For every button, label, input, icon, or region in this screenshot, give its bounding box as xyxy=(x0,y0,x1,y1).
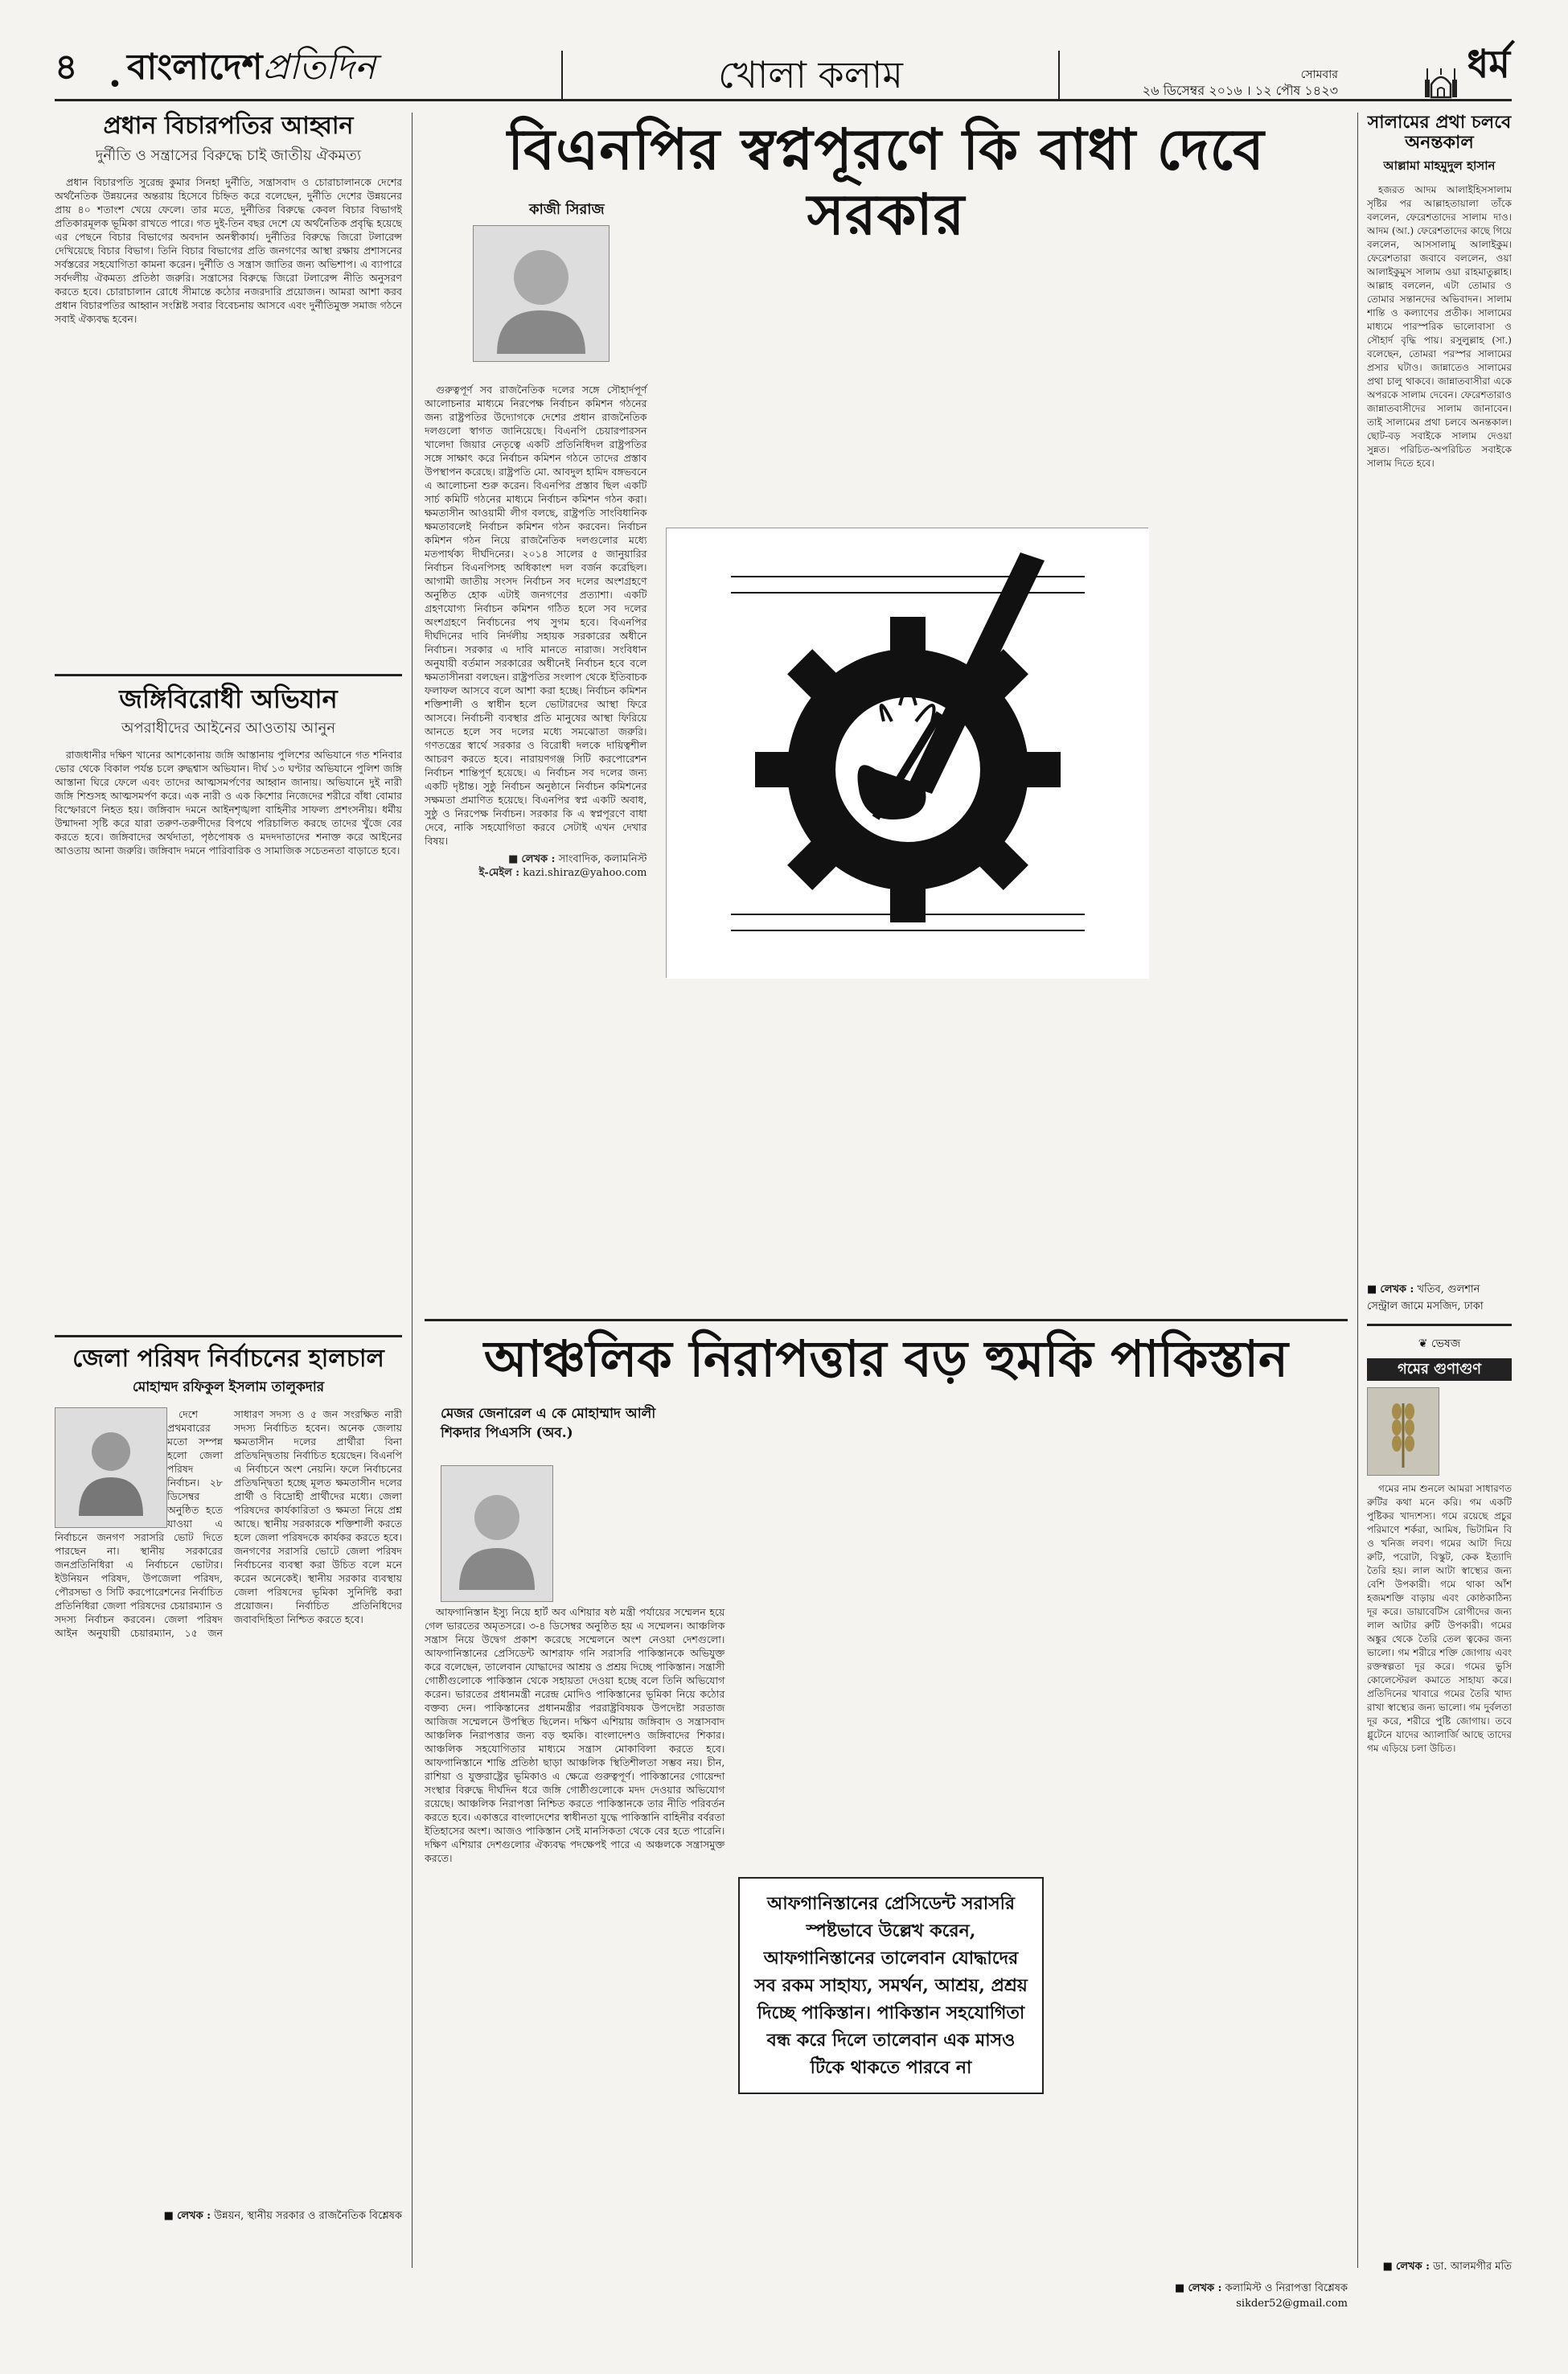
author-description: উন্নয়ন, স্থানীয় সরকার ও রাজনৈতিক বিশ্লেষক xyxy=(214,2209,402,2222)
religion-section-header xyxy=(1349,35,1510,99)
lead-byline: কাজী সিরাজ xyxy=(529,201,605,218)
author-description: খতিব, গুলশান সেন্ট্রাল জামে মসজিদ, ঢাকা xyxy=(1367,1283,1484,1312)
issue-date xyxy=(1060,67,1349,99)
religion-salam-article xyxy=(1367,113,1512,1316)
mosque-icon xyxy=(1422,64,1460,99)
body-paragraph: হজরত আদম আলাইহিসসালাম সৃষ্টির পর আল্লাহতায়ালা তাঁকে বললেন, ফেরেশতাদের সালাম দাও। আদম (আ.) ফেরেশতাদের কাছে গিয়ে বললেন, আসসালামু আলাইকুম। ফেরেশতারা জবাবে বললেন, ওয়া আলাইকুমুস সালাম ওয়া রাহমাতুল্লাহ। আল্লাহ বললেন, এটা তোমার ও তোমার সন্তানদের অভিবাদন। সালাম শান্তি ও কল্যাণের প্রতীক। সালামের মাধ্যমে পারস্পরিক ভালোবাসা ও সৌহার্দ বৃদ্ধি পায়। রসুলুল্লাহ (সা.) বলেছেন, তোমরা পরস্পর সালামের প্রসার ঘটাও। জান্নাতেও সালামের প্রথা চালু থাকবে। জান্নাতবাসীরা একে অপরকে সালাম দেবেন। ফেরেশতারাও জান্নাতবাসীদের সালাম জানাবেন। তাই সালামের প্রথা চলবে অনন্তকাল। ছোট-বড় সবাইকে সালাম দেওয়া সুন্নত। পরিচিত-অপরিচিত সবাইকে সালাম দিতে হবে। xyxy=(1367,183,1512,469)
divider xyxy=(425,1319,1348,1321)
author-description: ডা. আলমগীর মতি xyxy=(1433,2261,1512,2273)
divider xyxy=(55,674,402,676)
ballot-illustration xyxy=(666,528,1148,978)
section-title: খোলা কলাম xyxy=(561,51,1060,99)
page-number: ৪ xyxy=(55,47,78,88)
column-zila-parishad xyxy=(55,1345,402,2225)
kicker xyxy=(1367,1334,1512,1353)
religion-section-title: ধর্ম xyxy=(1467,42,1510,87)
left-column xyxy=(55,113,402,2225)
subhead: অপরাধীদের আইনের আওতায় আনুন xyxy=(121,720,336,737)
person-icon xyxy=(71,1419,151,1516)
bullet-separator: • xyxy=(108,71,122,99)
date: ২৬ ডিসেম্বর ২০১৬ । ১২ পৌষ ১৪২৩ xyxy=(1142,83,1338,98)
author-email: sikder52@gmail.com xyxy=(1236,2298,1348,2310)
leaf-icon: ❦ xyxy=(1418,1337,1428,1350)
article-body xyxy=(425,1404,1348,2273)
headline: জেলা পরিষদ নির্বাচনের হালচাল xyxy=(72,1345,384,1374)
article-body xyxy=(1367,1482,1512,2254)
body-paragraph: দেশে প্রথমবারের মতো সম্পন্ন হলো জেলা পরিষদ নির্বাচন। ২৮ ডিসেম্বর অনুষ্ঠিত হতে যাওয়া এ নির্বাচনে জনগণ সরাসরি ভোট দিতে পারছেন না। স্থানীয় সরকারের জনপ্রতিনিধিরা এ নির্বাচনে ভোটার। ইউনিয়ন পরিষদ, উপজেলা পরিষদ, পৌরসভা ও সিটি করপোরেশনের নির্বাচিত প্রতিনিধিরা জেলা পরিষদের চেয়ারম্যান ও সদস্য নির্বাচন করবেন। জেলা পরিষদ আইন অনুযায়ী চেয়ারম্যান, ১৫ জন সাধারণ সদস্য ও ৫ জন সংরক্ষিত নারী সদস্য নির্বাচিত হবেন। অনেক জেলায় ক্ষমতাসীন দলের প্রার্থীরা বিনা প্রতিদ্বন্দ্বিতায় নির্বাচিত হয়েছেন। বিএনপি এ নির্বাচনে অংশ নেয়নি। ফলে নির্বাচনের প্রতিদ্বন্দ্বিতা হচ্ছে মূলত ক্ষমতাসীন দলের প্রার্থী ও বিদ্রোহী প্রার্থীদের মধ্যে। জেলা পরিষদের কার্যকারিতা ও ক্ষমতা নিয়ে প্রশ্ন আছে। স্থানীয় সরকারকে শক্তিশালী করতে হলে জেলা পরিষদকে কার্যকর করতে হবে। জনগণের সরাসরি ভোটে জেলা পরিষদ নির্বাচনের ব্যবস্থা করা উচিত বলে মনে করেন অনেকেই। স্থানীয় সরকার ব্যবস্থায় জেলা পরিষদের ভূমিকা সুনির্দিষ্ট করা প্রয়োজন। নির্বাচিত প্রতিনিধিদের জবাবদিহিতা নিশ্চিত করতে হবে। xyxy=(55,1407,402,1639)
divider xyxy=(1367,1324,1512,1326)
author-label: লেখক : xyxy=(1396,2261,1430,2273)
author-note: ■ লেখক : উন্নয়ন, স্থানীয় সরকার ও রাজনৈতিক বিশ্লেষক xyxy=(163,2209,402,2222)
divider xyxy=(55,1335,402,1337)
author-note: ■ লেখক : ডা. আলমগীর মতি xyxy=(1382,2261,1512,2273)
kicker-label: ভেষজ xyxy=(1430,1337,1461,1350)
body-paragraph: গুরুত্বপূর্ণ সব রাজনৈতিক দলের সঙ্গে সৌহার্দপূর্ণ আলোচনার মাধ্যমে নিরপেক্ষ নির্বাচন কমিশন গঠনের জন্য রাষ্ট্রপতির উদ্যোগকে দেশের প্রধান রাজনৈতিক দলগুলো স্বাগত জানিয়েছে। বিএনপি চেয়ারপারসন খালেদা জিয়ার নেতৃত্বে একটি প্রতিনিধিদল রাষ্ট্রপতির সঙ্গে সাক্ষাৎ করে নির্বাচন কমিশন গঠনে তাদের প্রস্তাব উপস্থাপন করেছে। রাষ্ট্রপতি মো. আবদুল হামিদ বঙ্গভবনে এ আলোচনা শুরু করেন। বিএনপির প্রস্তাব ছিল একটি সার্চ কমিটি গঠনের মাধ্যমে নির্বাচন কমিশন গঠন করা। ক্ষমতাসীন আওয়ামী লীগ বলছে, রাষ্ট্রপতি সাংবিধানিক ক্ষমতাবলেই নির্বাচন কমিশন গঠন করবেন। নির্বাচন কমিশন গঠন নিয়ে রাজনৈতিক দলগুলোর মধ্যে মতপার্থক্য দীর্ঘদিনের। ২০১৪ সালের ৫ জানুয়ারির নির্বাচন বিএনপিসহ অধিকাংশ দল বর্জন করেছিল। আগামী জাতীয় সংসদ নির্বাচন সব দলের অংশগ্রহণে অনুষ্ঠিত হোক এটাই জনগণের প্রত্যাশা। একটি গ্রহণযোগ্য নির্বাচন কমিশন গঠিত হলে সব দলের অংশগ্রহণে নির্বাচনের পথ সুগম হবে। বিএনপির দীর্ঘদিনের দাবি নির্দলীয় সহায়ক সরকারের অধীনে নির্বাচন। সরকার এ দাবি মানতে নারাজ। সংবিধান অনুযায়ী বর্তমান সরকারের অধীনেই নির্বাচন হবে বলে ক্ষমতাসীনরা বলছেন। রাষ্ট্রপতির সংলাপ থেকে ইতিবাচক ফলাফল আসবে বলে আশা করা হচ্ছে। নির্বাচন কমিশন শক্তিশালী ও স্বাধীন হলে ভোটারদের আস্থা ফিরে আসবে। নির্বাচনী ব্যবস্থার প্রতি মানুষের আস্থা ফিরিয়ে আনতে হলে সব দলের মধ্যে সমঝোতা জরুরি। গণতন্ত্রের স্বার্থে সরকার ও বিরোধী দলকে দায়িত্বশীল আচরণ করতে হবে। নারায়ণগঞ্জ সিটি করপোরেশন নির্বাচন শান্তিপূর্ণ হয়েছে। এ নির্বাচন সব দলের জন্য একটি দৃষ্টান্ত। সুষ্ঠু নির্বাচন অনুষ্ঠানে নির্বাচন কমিশনের সক্ষমতা প্রমাণিত হয়েছে। বিএনপির স্বপ্ন একটি অবাধ, সুষ্ঠু ও নিরপেক্ষ নির্বাচন। সরকার কি এ স্বপ্নপূরণে বাধা দেবে, নাকি সহযোগিতা করবে সেটাই এখন দেখার বিষয়। xyxy=(425,384,647,847)
article-body xyxy=(1367,183,1512,1277)
headline: প্রধান বিচারপতির আহ্বান xyxy=(103,112,354,140)
editorial-chief-justice xyxy=(55,113,402,666)
right-column xyxy=(1367,113,1512,2276)
headline: জঙ্গিবিরোধী অভিযান xyxy=(119,683,338,714)
author-label: লেখক : xyxy=(1188,2282,1222,2294)
wheat-photo xyxy=(1367,1387,1439,1476)
weekday: সোমবার xyxy=(1300,68,1338,81)
body-paragraph: প্রধান বিচারপতি সুরেন্দ্র কুমার সিনহা দুর্নীতি, সন্ত্রাসবাদ ও চোরাচালানকে দেশের অর্থনৈতিক উন্নয়নের অন্তরায় হিসেবে চিহ্নিত করে বলেছেন, দুর্নীতি দেশের উন্নয়নের প্রায় ৪০ শতাংশ খেয়ে ফেলে। তার মতে, দুর্নীতির বিরুদ্ধে কেবল বিচার বিভাগই প্রতিকারমূলক ভূমিকা রাখতে পারে। গত দুই-তিন বছর দেশে যে অর্থনৈতিক প্রবৃদ্ধি হয়েছে এর পেছনে বিচার বিভাগের অবদান অনস্বীকার্য। দুর্নীতির বিরুদ্ধে জিরো টলারেন্স দেখিয়েছে বিচার বিভাগ। তিনি বিচার বিভাগের প্রতি জনগণের আস্থা রক্ষায় প্রশাসনের সর্বস্তরের সহযোগিতা কামনা করেন। দুর্নীতি ও সন্ত্রাস জাতির জন্য অভিশাপ। এ ব্যাপারে সর্বদলীয় ঐকমত্য প্রতিষ্ঠা জরুরি। সন্ত্রাসের বিরুদ্ধে জিরো টলারেন্স নীতি অনুসরণ করতে হবে। চোরাচালান রোধে সীমান্তে কঠোর নজরদারি প্রয়োজন। আমরা আশা করব প্রধান বিচারপতির আহ্বান সংশ্লিষ্ট সবার বিবেচনায় আসবে এবং দুর্নীতিমুক্ত সমাজ গঠনে সবাই ঐক্যবদ্ধ হবেন। xyxy=(55,175,402,325)
column-rule-right xyxy=(1357,113,1358,2268)
headline: গমের গুণাগুণ xyxy=(1367,1358,1512,1382)
byline: আল্লামা মাহমুদুল হাসান xyxy=(1383,158,1496,173)
author-portrait xyxy=(55,1407,167,1528)
byline: মোহাম্মদ রফিকুল ইসলাম তালুকদার xyxy=(132,1378,325,1395)
cog-hand-illustration xyxy=(667,528,1149,979)
paper-name xyxy=(127,40,561,99)
author-description: সাংবাদিক, কলামনিস্ট xyxy=(558,853,647,865)
author-note: ■ লেখক : খতিব, গুলশান সেন্ট্রাল জামে মসজিদ, ঢাকা xyxy=(1367,1283,1484,1312)
article-byline: মেজর জেনারেল এ কে মোহাম্মাদ আলী শিকদার পিএসসি (অব.) xyxy=(441,1406,656,1441)
author-note: ■ লেখক : কলামিস্ট ও নিরাপত্তা বিশ্লেষক sikder52@gmail.com xyxy=(1175,2282,1348,2310)
pull-quote: আফগানিস্তানের প্রেসিডেন্ট সরাসরি স্পষ্টভাবে উল্লেখ করেন, আফগানিস্তানের তালেবান যোদ্ধাদের সব রকম সাহায্য, সমর্থন, আশ্রয়, প্রশ্রয় দিচ্ছে পাকিস্তান। পাকিস্তান সহযোগিতা বন্ধ করে দিলে তালেবান এক মাসও টিকে থাকতে পারবে না xyxy=(738,1877,1044,2094)
article-body xyxy=(55,748,402,1327)
paper-name-light: প্রতিদিন xyxy=(262,47,376,88)
herbal-wheat-article xyxy=(1367,1334,1512,2277)
author-label: লেখক : xyxy=(177,2209,211,2222)
headline: সালামের প্রথা চলবে অনন্তকাল xyxy=(1367,112,1512,154)
article-body xyxy=(55,175,402,666)
author-email: kazi.shiraz@yahoo.com xyxy=(523,867,647,879)
pakistan-article xyxy=(425,1329,1348,2310)
author-note: ■ লেখক : সাংবাদিক, কলামনিস্ট ই-মেইল : kazi.shiraz@yahoo.com xyxy=(478,853,647,879)
wheat-icon xyxy=(1379,1395,1427,1468)
column-rule-left xyxy=(412,113,413,2268)
body-paragraph: গমের নাম শুনলে আমরা সাধারণত রুটির কথা মনে করি। গম একটি পুষ্টিকর খাদ্যশস্য। গমে রয়েছে প্রচুর পরিমাণে শর্করা, আমিষ, ভিটামিন বি ও খনিজ লবণ। গমের আটা দিয়ে রুটি, পরোটা, বিস্কুট, কেক ইত্যাদি তৈরি হয়। লাল আটা স্বাস্থ্যের জন্য বেশি উপকারী। গমে থাকা আঁশ হজমশক্তি বাড়ায় এবং কোষ্ঠকাঠিন্য দূর করে। ডায়াবেটিস রোগীদের জন্য লাল আটার রুটি উপকারী। গমের অঙ্কুর থেকে তৈরি তেল ত্বকের জন্য ভালো। গম শরীরে শক্তি জোগায় এবং রক্তস্বল্পতা দূর করে। গমের ভুসি কোলেস্টেরল কমাতে সাহায্য করে। প্রতিদিনের খাবারে গমের তৈরি খাদ্য রাখা স্বাস্থ্যের জন্য ভালো। গম দুর্বলতা দূর করে, শরীরে পুষ্টি জোগায়। তবে গ্লুটেনে যাদের অ্যালার্জি আছে তাদের গম এড়িয়ে চলা উচিত। xyxy=(1367,1483,1512,1755)
subhead: দুর্নীতি ও সন্ত্রাসের বিরুদ্ধে চাই জাতীয় ঐকমত্য xyxy=(95,146,362,164)
author-label: লেখক : xyxy=(1380,1283,1414,1296)
body-paragraph: আফগানিস্তান ইস্যু নিয়ে হার্ট অব এশিয়ার ষষ্ঠ মন্ত্রী পর্যায়ের সম্মেলন হয়ে গেল ভারতের অমৃতসরে। ৩-৪ ডিসেম্বর অনুষ্ঠিত হয় এ সম্মেলন। আঞ্চলিক সন্ত্রাস নিয়ে উদ্বেগ প্রকাশ করেছে সম্মেলনে অংশ নেওয়া দেশগুলো। আফগানিস্তানের প্রেসিডেন্ট আশরাফ গনি সরাসরি পাকিস্তানকে অভিযুক্ত করে বলেছেন, তালেবান যোদ্ধাদের আশ্রয় ও প্রশ্রয় দিচ্ছে পাকিস্তান। সন্ত্রাসী গোষ্ঠীগুলোকে পাকিস্তান থেকে সহায়তা দেওয়া হচ্ছে বলে তিনি অভিযোগ করেন। ভারতের প্রধানমন্ত্রী নরেন্দ্র মোদিও পাকিস্তানের ভূমিকা নিয়ে কঠোর বক্তব্য দেন। পাকিস্তানের প্রধানমন্ত্রীর পররাষ্ট্রবিষয়ক উপদেষ্টা সরতাজ আজিজ সম্মেলনে উপস্থিত ছিলেন। দক্ষিণ এশিয়ায় জঙ্গিবাদ ও সন্ত্রাসবাদ আঞ্চলিক নিরাপত্তার জন্য বড় হুমকি। বাংলাদেশও জঙ্গিবাদের শিকার। আঞ্চলিক সহযোগিতার মাধ্যমে সন্ত্রাস মোকাবিলা করতে হবে। আফগানিস্তানে শান্তি প্রতিষ্ঠা ছাড়া আঞ্চলিক স্থিতিশীলতা সম্ভব নয়। চীন, রাশিয়া ও যুক্তরাষ্ট্রের ভূমিকাও এ ক্ষেত্রে গুরুত্বপূর্ণ। পাকিস্তানের গোয়েন্দা সংস্থার বিরুদ্ধে দীর্ঘদিন ধরে জঙ্গি গোষ্ঠীগুলোকে মদদ দেওয়ার অভিযোগ রয়েছে। আঞ্চলিক নিরাপত্তা নিশ্চিত করতে পাকিস্তানকে তার নীতি পরিবর্তন করতে হবে। একাত্তরে বাংলাদেশের স্বাধীনতা যুদ্ধে পাকিস্তানি বাহিনীর বর্বরতা ইতিহাসের অংশ। আজও পাকিস্তান সেই মানসিকতা থেকে বের হতে পারেনি। দক্ষিণ এশিয়ার দেশগুলোর ঐক্যবদ্ধ পদক্ষেপই পারে এ অঞ্চলকে সন্ত্রাসমুক্ত করতে। xyxy=(425,1606,725,1864)
paper-name-bold: বাংলাদেশ xyxy=(127,47,263,88)
email-label: ই-মেইল : xyxy=(478,867,520,879)
lead-article xyxy=(425,116,1348,879)
author-description: কলামিস্ট ও নিরাপত্তা বিশ্লেষক xyxy=(1225,2282,1348,2294)
editorial-anti-militancy xyxy=(55,684,402,1328)
lead-headline: বিএনপির স্বপ্নপূরণে কি বাধা দেবে সরকার xyxy=(507,116,1265,248)
masthead xyxy=(55,42,1512,101)
body-paragraph: রাজধানীর দক্ষিণ খানের আশকোনায় জঙ্গি আস্তানায় পুলিশের অভিযানে গত শনিবার ভোর থেকে বিকাল পর্যন্ত চলে রুদ্ধশ্বাস অভিযান। দীর্ঘ ১৩ ঘণ্টার অভিযানে পুলিশ জঙ্গি আস্তানা ঘিরে ফেলে এবং তাদের আত্মসমর্পণের আহ্বান জানায়। অভিযানে দুই নারী জঙ্গি শিশুসহ আত্মসমর্পণ করে। এক নারী ও এক কিশোর নিজেদের শরীরে বাঁধা বোমার বিস্ফোরণে নিহত হয়। জঙ্গিবাদ দমনে আইনশৃঙ্খলা বাহিনীর সাফল্য প্রশংসনীয়। ধর্মীয় উন্মাদনা সৃষ্টি করে যারা তরুণ-তরুণীদের বিপথে পরিচালিত করছে তাদের খুঁজে বের করতে হবে। জঙ্গিবাদের অর্থদাতা, পৃষ্ঠপোষক ও মদদদাতাদের শনাক্ত করে আইনের আওতায় আনা জরুরি। জঙ্গিবাদ দমনে পারিবারিক ও সামাজিক সচেতনতা বাড়াতে হবে। xyxy=(55,749,402,857)
author-label: লেখক : xyxy=(521,853,556,865)
article-headline: আঞ্চলিক নিরাপত্তার বড় হুমকি পাকিস্তান xyxy=(483,1329,1289,1388)
